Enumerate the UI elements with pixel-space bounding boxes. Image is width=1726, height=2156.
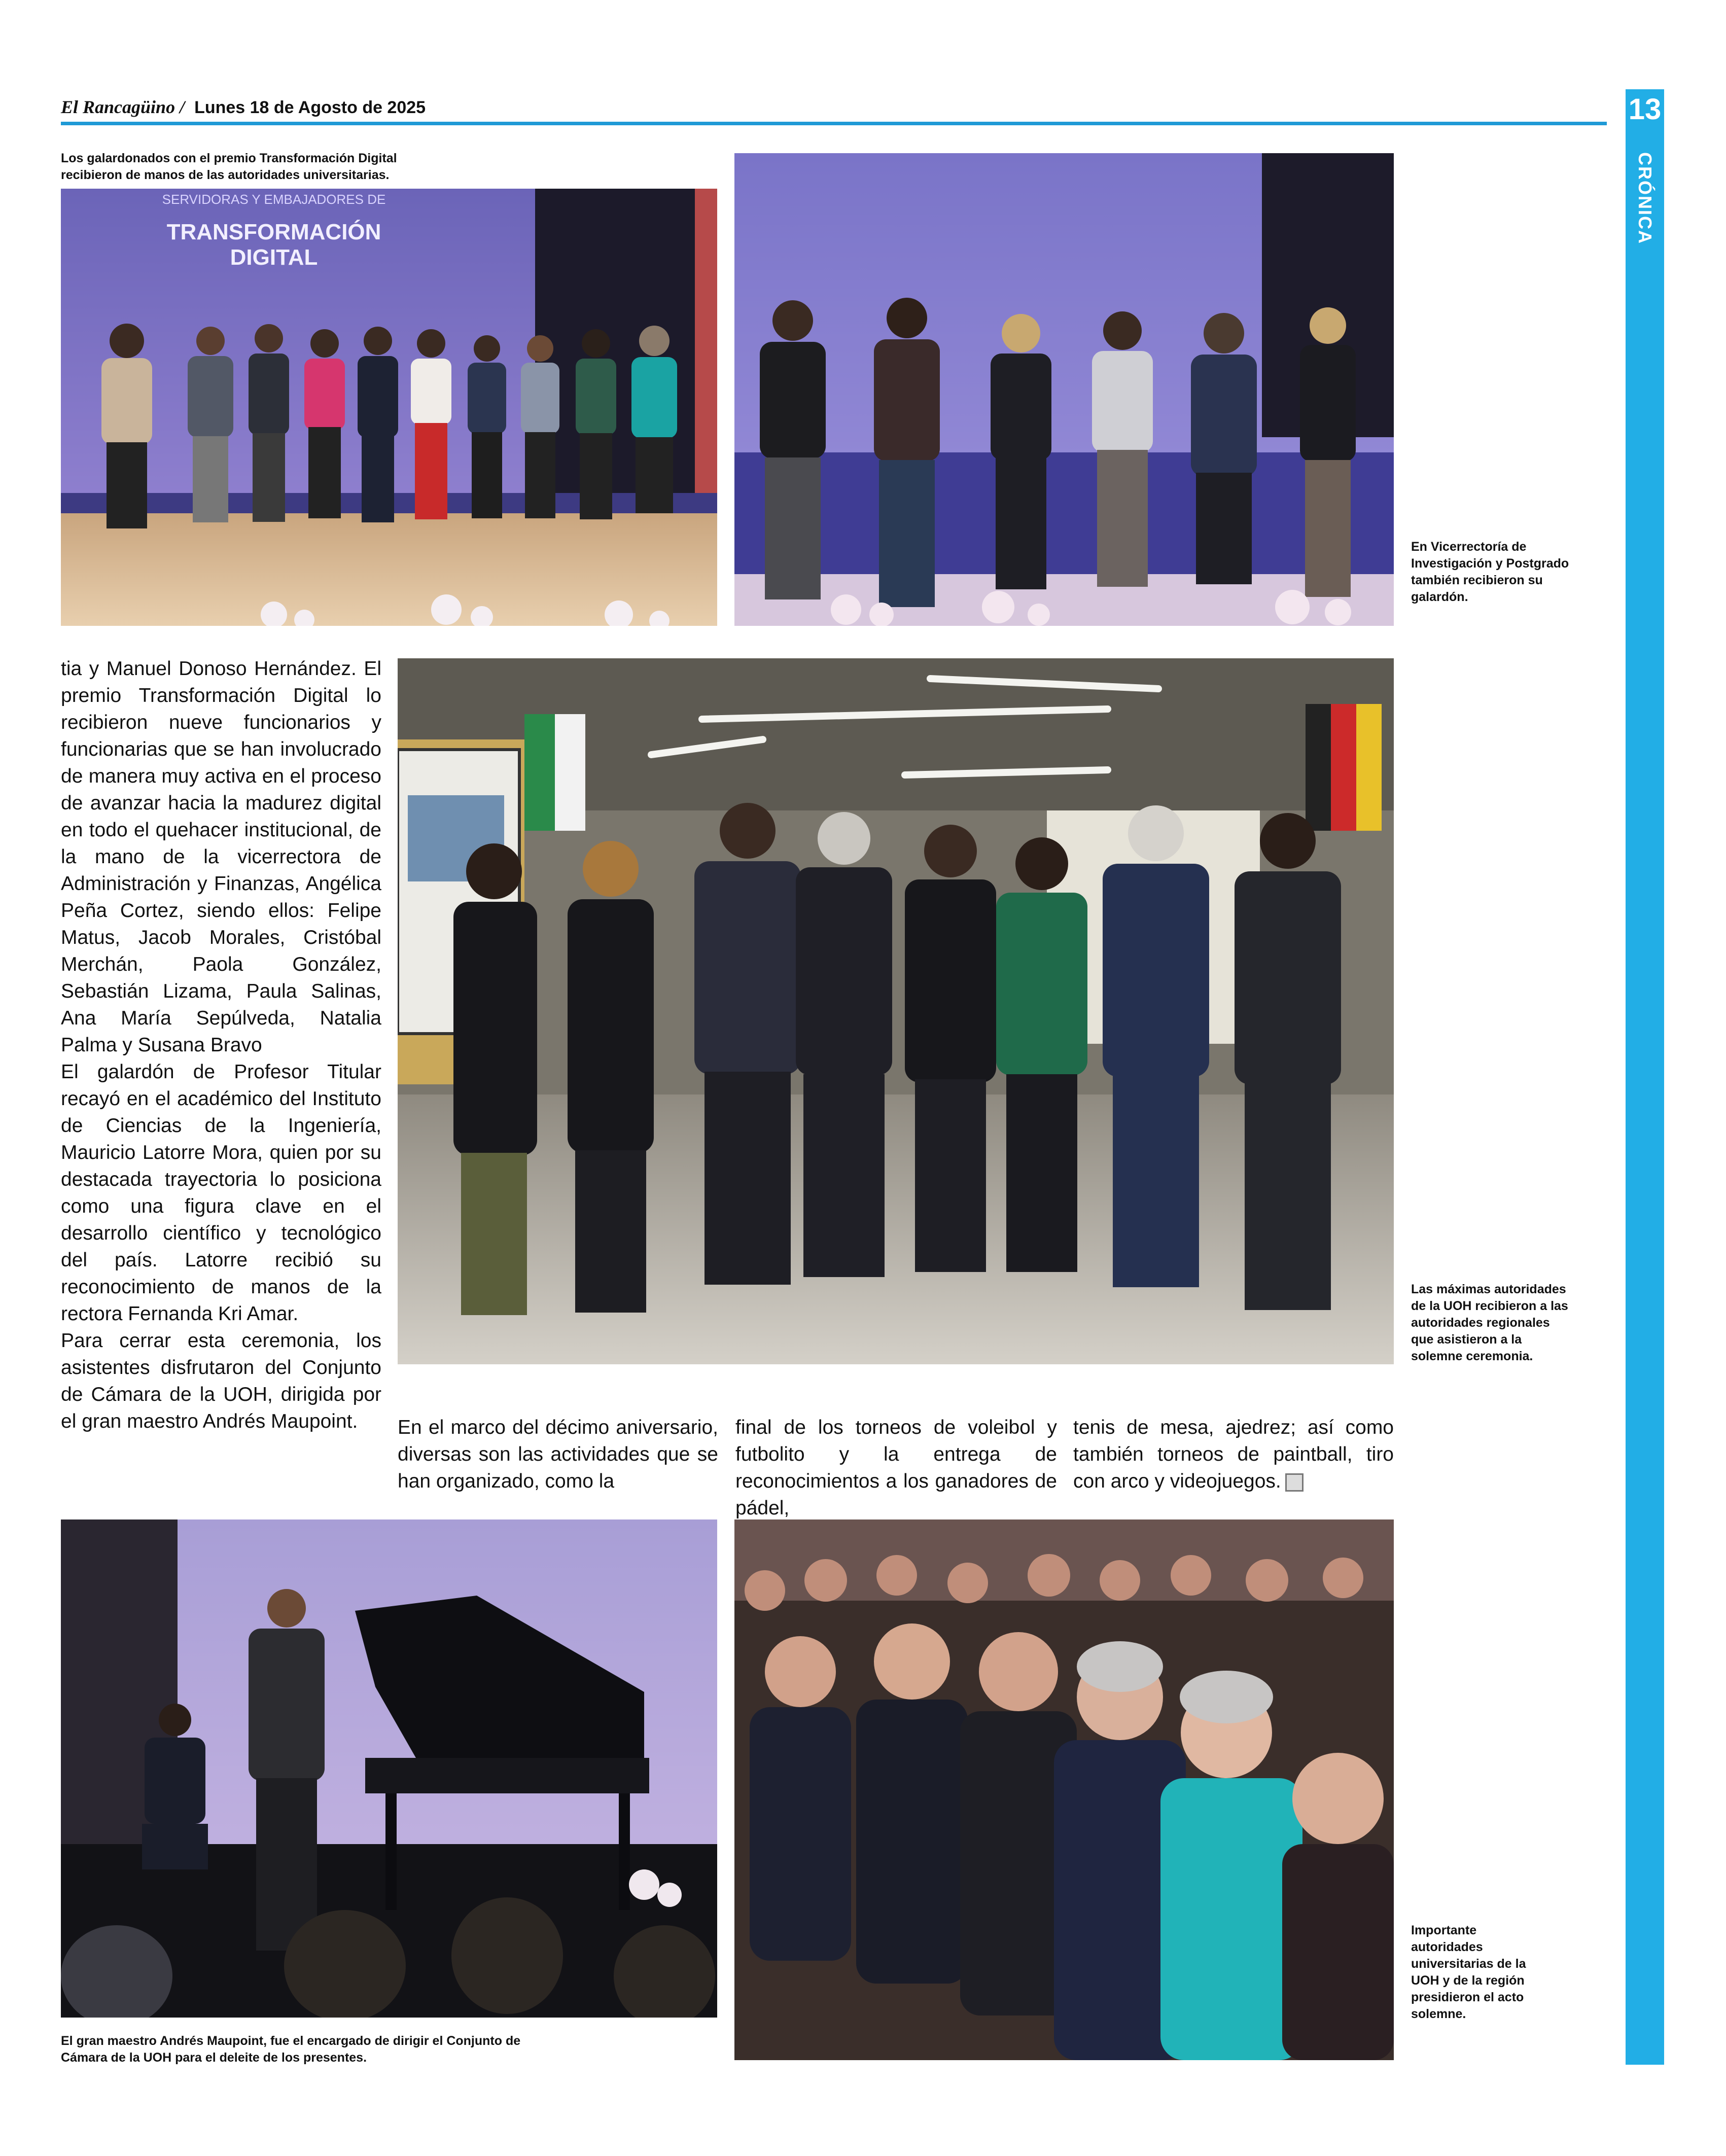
photo-authorities-group (398, 658, 1394, 1364)
banner-line3: DIGITAL (230, 245, 318, 270)
end-of-article-icon (1285, 1473, 1304, 1492)
caption-bottom-left: El gran maestro Andrés Maupoint, fue el encargado de dirigir el Conjunto de Cámara de la UOH para el deleite de los presentes. (61, 2034, 521, 2065)
section-label-text: CRÓNICA (1635, 152, 1655, 244)
caption-top-right: En Vicerrectoría de Investigación y Postgrado también recibieron su galardón. (1411, 540, 1569, 604)
page-number: 13 (1628, 93, 1662, 126)
photo-audience-authorities (734, 1519, 1394, 2060)
article-column-2: En el marco del décimo aniversario, diversas son las actividades que se han organizado, como la (398, 1417, 718, 1492)
masthead (61, 94, 426, 120)
banner-line2: TRANSFORMACIÓN (166, 220, 381, 244)
caption-top-left: Los galardonados con el premio Transformación Digital recibieron de manos de las autoridades universitarias. (61, 151, 397, 182)
article-paragraph-1: tia y Manuel Donoso Hernández. El premio Transformación Digital lo recibieron nueve funcionarios y funcionarias que se han involucrado de manera muy activa en el proceso de avanzar hacia la madurez digital en todo el quehacer institucional, de la mano de la vicerrectora de Administración y Finanzas, Angélica Peña Cortez, siendo ellos: Felipe Matus, Jacob Morales, Cristóbal Merchán, Paola González, Sebastián Lizama, Paula Salinas, Ana María Sepúlveda, Natalia Palma y Susana Bravo (61, 658, 381, 1056)
section-sidebar (1626, 89, 1664, 2065)
section-label (1626, 150, 1664, 246)
article-column-4-text: tenis de mesa, ajedrez; así como también torneos de paintball, tiro con arco y videojuegos. (1073, 1417, 1394, 1492)
article-column-3: final de los torneos de voleibol y futbolito y la entrega de reconocimientos a los ganadores de pádel, (735, 1417, 1057, 1519)
caption-bottom-right: Importante autoridades universitarias de la UOH y de la región presidieron el acto solemne. (1411, 1923, 1526, 2021)
header-rule (61, 122, 1607, 125)
article-paragraph-2: El galardón de Profesor Titular recayó en el académico del Instituto de Ciencias de la Ingeniería, Mauricio Latorre Mora, quien por su destacada trayectoria lo posiciona como una figura clave en el desarrollo científico y tecnológico del país. Latorre recibió su reconocimiento de manos de la rectora Fernanda Kri Amar. (61, 1061, 381, 1325)
article-column-4 (1073, 1414, 1394, 1495)
photo-pianist-performance (61, 1519, 717, 2018)
issue-date: Lunes 18 de Agosto de 2025 (194, 98, 426, 117)
banner-line1: SERVIDORAS Y EMBAJADORES DE (162, 192, 386, 207)
caption-middle-right: Las máximas autoridades de la UOH recibieron a las autoridades regionales que asistieron a la solemne ceremonia. (1411, 1282, 1568, 1363)
paper-name: El Rancagüino / (61, 97, 185, 117)
article-column-1 (61, 655, 381, 1497)
photo-transformacion-digital-group (61, 189, 717, 626)
article-paragraph-3: Para cerrar esta ceremonia, los asistentes disfrutaron del Conjunto de Cámara de la UOH, dirigida por el gran maestro Andrés Maupoint. (61, 1330, 381, 1432)
photo-vicerrectoria-group (734, 153, 1394, 626)
